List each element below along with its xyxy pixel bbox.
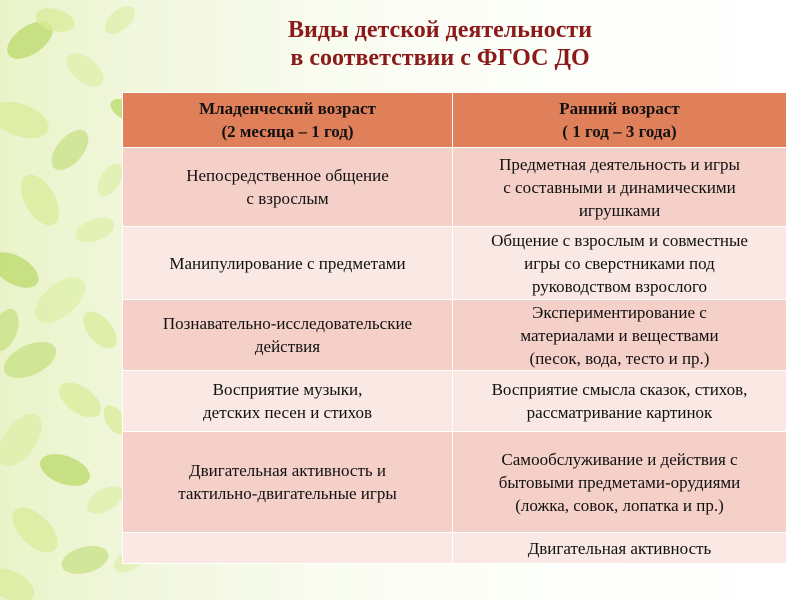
leaf-shape [36, 448, 94, 492]
cell-infant-activity [123, 148, 453, 227]
leaf-shape [0, 305, 24, 355]
table-header-row [123, 93, 787, 148]
cell-text-line: тактильно-двигательные игры [178, 484, 397, 503]
cell-early-activity [453, 533, 787, 564]
activities-table [122, 92, 787, 564]
cell-text-line: Непосредственное общение [186, 166, 389, 185]
cell-text-line: игры со сверстниками под [524, 253, 715, 273]
cell-early-activity [453, 148, 787, 227]
cell-text-line: Двигательная активность [527, 538, 712, 558]
cell-text-line: (песок, вода, тесто и пр.) [529, 348, 710, 368]
cell-text-line: Двигательная активность и [189, 461, 386, 480]
header-early-title: Ранний возраст [559, 99, 680, 118]
leaf-shape [77, 305, 124, 354]
cell-infant-activity [123, 432, 453, 533]
cell-early-activity [453, 227, 787, 300]
cell-early-activity [453, 432, 787, 533]
leaf-shape [0, 95, 54, 146]
cell-text-line: Манипулирование с предметами [169, 253, 406, 273]
cell-text-line: Восприятие смысла сказок, стихов, [491, 380, 748, 399]
leaf-shape [82, 480, 128, 519]
leaf-shape [53, 376, 107, 425]
header-early-age [453, 93, 787, 148]
cell-text-line: Познавательно-исследовательские [162, 314, 413, 333]
header-early-range: ( 1 год – 3 года) [562, 122, 677, 141]
cell-early-activity [453, 300, 787, 371]
cell-text-line: с составными и динамическими [503, 177, 736, 197]
leaf-shape [0, 245, 45, 295]
cell-infant-activity [123, 300, 453, 371]
leaf-shape [13, 168, 67, 231]
cell-text-line: с взрослым [246, 189, 329, 208]
cell-text-line: материалами и веществами [520, 325, 719, 345]
cell-infant-activity [123, 533, 453, 564]
cell-infant-activity [123, 227, 453, 300]
header-infant-title: Младенческий возраст [199, 99, 376, 118]
cell-text-line: игрушками [578, 200, 661, 220]
cell-text-line: действия [254, 337, 321, 356]
table-row [123, 533, 787, 564]
table-row [123, 227, 787, 300]
cell-text-line: Предметная деятельность и игры [499, 154, 740, 174]
slide-title [120, 16, 760, 72]
title-line-1: Виды детской деятельности [287, 17, 593, 43]
header-infant-range: (2 месяца – 1 год) [221, 122, 354, 141]
header-infant-age [123, 93, 453, 148]
cell-text-line: бытовыми предметами-орудиями [498, 472, 741, 492]
cell-text-line: Восприятие музыки, [212, 380, 363, 399]
cell-text-line: Общение с взрослым и совместные [491, 230, 748, 250]
leaf-shape [60, 47, 109, 94]
cell-infant-activity [123, 371, 453, 432]
cell-text-line: рассматривание картинок [526, 403, 713, 422]
table-row [123, 300, 787, 371]
leaf-shape [45, 123, 96, 176]
leaf-shape [58, 541, 111, 579]
leaf-shape [5, 500, 66, 561]
cell-text-line: Экспериментирование с [532, 302, 707, 322]
leaf-shape [0, 561, 39, 600]
cell-early-activity [453, 371, 787, 432]
table-row [123, 371, 787, 432]
cell-text-line: (ложка, совок, лопатка и пр.) [515, 495, 724, 515]
leaf-shape [72, 213, 117, 247]
table-row [123, 148, 787, 227]
cell-text-line: Самообслуживание и действия с [501, 449, 738, 469]
cell-text-line: детских песен и стихов [203, 403, 372, 422]
title-line-2: в соответствии с ФГОС ДО [290, 45, 590, 71]
table-row [123, 432, 787, 533]
cell-text-line: руководством взрослого [531, 276, 708, 296]
